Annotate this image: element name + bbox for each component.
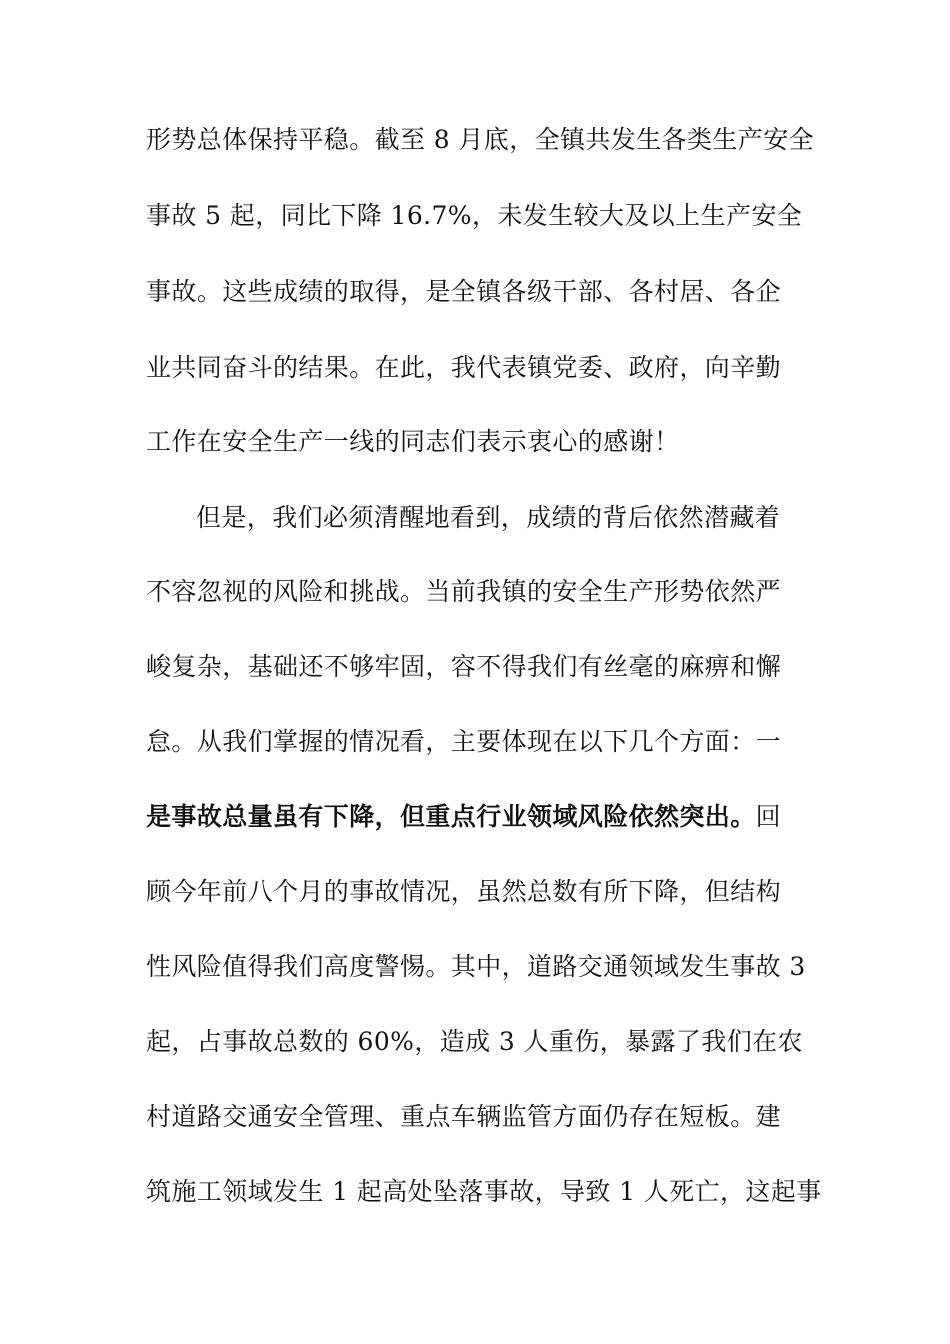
paragraph-line: 事故 5 起，同比下降 16.7%，未发生较大及以上生产安全 (146, 201, 803, 230)
paragraph-line: 形势总体保持平稳。截至 8 月底，全镇共发生各类生产安全 (146, 125, 815, 154)
paragraph-text: 回 (755, 802, 782, 831)
paragraph-line: 怠。从我们掌握的情况看，主要体现在以下几个方面：一 (146, 727, 782, 756)
paragraph-line: 性风险值得我们高度警惕。其中，道路交通领域发生事故 3 (146, 952, 806, 981)
paragraph-line: 但是，我们必须清醒地看到，成绩的背后依然潜藏着 (196, 503, 781, 532)
paragraph-line: 峻复杂，基础还不够牢固，容不得我们有丝毫的麻痹和懈 (146, 652, 782, 681)
paragraph-line: 工作在安全生产一线的同志们表示衷心的感谢！ (146, 427, 680, 456)
paragraph-line: 村道路交通安全管理、重点车辆监管方面仍存在短板。建 (146, 1102, 782, 1131)
paragraph-line: 业共同奋斗的结果。在此，我代表镇党委、政府，向辛勤 (146, 353, 782, 382)
paragraph-line: 筑施工领域发生 1 起高处坠落事故，导致 1 人死亡，这起事 (146, 1177, 822, 1206)
paragraph-line: 不容忽视的风险和挑战。当前我镇的安全生产形势依然严 (146, 577, 782, 606)
bold-heading: 是事故总量虽有下降，但重点行业领域风险依然突出。 (146, 802, 756, 831)
paragraph-line-with-heading (146, 797, 816, 837)
paragraph-line: 顾今年前八个月的事故情况，虽然总数有所下降，但结构 (146, 877, 782, 906)
paragraph-line: 起，占事故总数的 60%，造成 3 人重伤，暴露了我们在农 (146, 1027, 803, 1056)
paragraph-line: 事故。这些成绩的取得，是全镇各级干部、各村居、各企 (146, 277, 782, 306)
